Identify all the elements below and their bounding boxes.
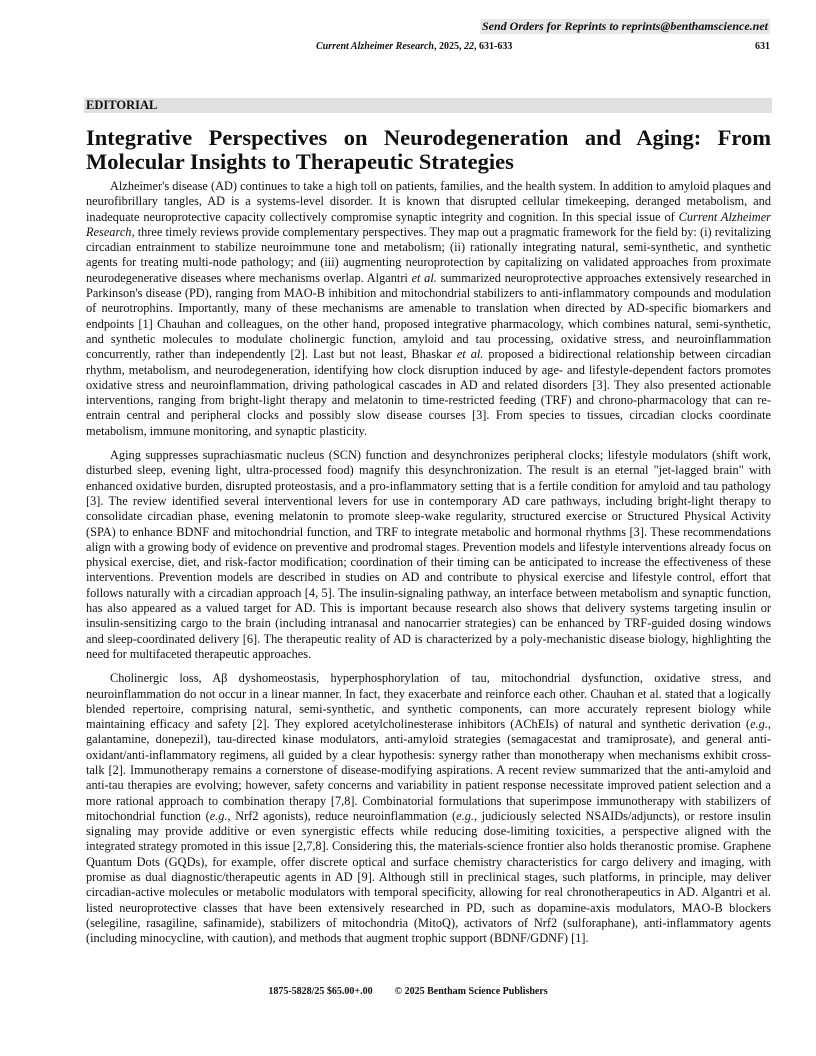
text-run: Nrf2 agonists), reduce neuroinflammation ( — [230, 808, 457, 823]
eg-italic: e.g., — [209, 808, 231, 823]
text-run: summarized neuroprotective approaches extensively researched in Parkinson's disease (PD), ranging from MAO-B inhibition and mitochondrial stabilizers to anti-inflammatory compounds and modulation of neurotrophins. Importantly, many of these mechanisms are amenable to translation when directed by AD-specific biomarkers and endpoints [1] Chauhan and colleagues, on the other hand, proposed integrative pharmacology, which combines natural, semi-synthetic, and synthetic molecules to modulate cholinergic function, amyloid and tau processing, oxidative stress, and neuroinflammation concurrently, rather than independently [2]. Last but not least, Bhaskar — [86, 270, 771, 362]
issn-price: 1875-5828/25 $65.00+.00 — [268, 986, 373, 997]
paragraph — [86, 179, 771, 439]
eg-italic: e.g., — [456, 808, 478, 823]
journal-citation — [316, 41, 512, 52]
reprint-notice: Send Orders for Reprints to reprints@benthamscience.net — [481, 19, 768, 33]
text-run: Alzheimer's disease (AD) continues to take a high toll on patients, families, and the health system. In addition to amyloid plaques and neurofibrillary tangles, AD is a systems-level disorder. It is known that disrupted cellular timekeeping, deranged metabolism, and inadequate neuroprotective capacity collectively compromise synaptic integrity and cognition. In this special issue of — [86, 179, 771, 224]
paragraph — [86, 671, 771, 946]
journal-volume: 22 — [463, 41, 474, 52]
text-run: judiciously selected NSAIDs/adjuncts), or restore insulin signaling may provide additive or even synergistic effects while reducing dose-limiting toxicities, a perspective aligned with the integrated strategy promoted in this issue [2,7,8]. Considering this, the materials-science frontier also holds theranostic promise. Graphene Quantum Dots (GQDs), for example, offer discrete optical and surface chemistry characteristics for cargo delivery and imaging, with promise as dual diagnostic/therapeutic agents in AD [9]. Although still in preclinical stages, such platforms, in principle, may deliver circadian-active molecules or metabolic modulators with temporal specificity, allowing for real chronotherapeutics in AD. Algantri et al. listed neuroprotective classes that have been extensively researched in PD, such as dopamine-axis modulators, MAO-B blockers (selegiline, rasagiline, safinamide), stabilizers of mitochondria (MitoQ), activators of Nrf2 (sulforaphane), anti-inflammatory agents (including minocycline, with caution), and methods that augment trophic support (BDNF/GDNF) [1]. — [86, 808, 771, 946]
copyright: © 2025 Bentham Science Publishers — [394, 986, 548, 997]
journal-pages: , 631-633 — [473, 41, 513, 52]
paragraph — [86, 448, 771, 662]
journal-year: , 2025, — [433, 41, 464, 52]
article-title: Integrative Perspectives on Neurodegeneration and Aging: From Molecular Insights to Therapeutic Strategies — [86, 125, 771, 174]
eg-italic: e.g., — [750, 717, 771, 732]
et-al-italic: et al. — [411, 270, 437, 285]
text-run: , three timely reviews provide complementary perspectives. They map out a pragmatic framework for the field by: (i) revitalizing circadian entrainment to stabilize neuroimmune tone and metabolism; (ii) rationally integrating natural, semi-synthetic, and synthetic agents for treating multi-node pathology; and (iii) augmenting neuroprotection by capitalizing on validated approaches from proximate neurodegenerative diseases where mechanisms overlap. Algantri — [86, 224, 771, 285]
article-body — [86, 179, 771, 956]
section-label: EDITORIAL — [84, 98, 772, 113]
et-al-italic: et al. — [456, 347, 484, 362]
journal-title-italic: Current Alzheimer Research — [86, 209, 771, 239]
journal-name: Current Alzheimer Research — [316, 41, 434, 52]
page-footer — [0, 986, 816, 997]
text-run: galantamine, donepezil), tau-directed kinase modulators, anti-amyloid strategies (semagacestat and tramiprosate), and general anti-oxidant/anti-inflammatory regimens, all guided by a clear hypothesis: synergy rather than monotherapy when mechanisms exhibit cross-talk [2]. Immunotherapy remains a cornerstone of disease-modifying aspirations. A recent review summarized that the anti-amyloid and anti-tau therapies are evolving; however, safety concerns and variability in patient response necessitate improved patient selection and a more rational approach to combination therapy [7,8]. Combinatorial formulations that superimpose immunotherapy with stabilizers of mitochondrial function ( — [86, 732, 771, 823]
page-number: 631 — [755, 41, 770, 52]
text-run: Aging suppresses suprachiasmatic nucleus (SCN) function and desynchronizes peripheral clocks; lifestyle modulators (shift work, disturbed sleep, evening light, ultra-processed food) magnify this desynchronization. The result is an eternal "jet-lagged brain" with enhanced oxidative burden, disrupted proteostasis, and a pro-inflammatory setting that is a fertile condition for amyloid and tau pathology [3]. The review identified several interventional levers for use in contemporary AD care pathways, including bright-light therapy to consolidate circadian phase, evening melatonin to promote sleep-wake regularity, structured exercise or Structured Physical Activity (SPA) to enhance BDNF and mitochondrial function, and TRF to integrate metabolic and hormonal rhythms [3]. These recommendations align with a growing body of evidence on preventive and prodromal stages. Prevention models and lifestyle interventions already focus on physical exercise, diet, and risk-factor modification; coordination of their timing can be anticipated to increase the effectiveness of these interventions. Prevention models are described in studies on AD and contribute to physical exercise and lifestyle control, effort that follows naturally with a circadian approach [4, 5]. The insulin-signaling pathway, an interface between metabolism and synaptic function, has also appeared as a valued target for AD. This is important because research also shows that delivery systems targeting insulin or insulin-sensitizing cargo to the brain (including intranasal and nanocarrier strategies) can be enhanced by TRF-guided dosing windows and sleep-coordinated delivery [6]. The therapeutic reality of AD is characterized by a poly-mechanistic disease biology, highlighting the need for multifaceted therapeutic approaches. — [86, 448, 771, 661]
text-run: Cholinergic loss, Aβ dyshomeostasis, hyperphosphorylation of tau, mitochondrial dysfunction, oxidative stress, and neuroinflammation do not occur in a linear manner. In fact, they exacerbate and reinforce each other. Chauhan et al. stated that a logically blended repertoire, comprising natural, semi-synthetic, and synthetic components, can more accurately represent biology while maintaining efficacy and safety [2]. They explored acetylcholinesterase inhibitors (AChEIs) of natural and synthetic derivation ( — [86, 671, 771, 732]
text-run: proposed a bidirectional relationship between circadian rhythm, metabolism, and neurodegeneration, identifying how clock disruption induced by age- and lifestyle-dependent factors promotes oxidative stress and neuroinflammation, driving pathological cascades in AD and related disorders [3]. They also presented actionable interventions, ranging from bright-light therapy and melatonin to time-restricted feeding (TRF) and chrono-pharmacology that can re-entrain central and peripheral clocks and possibly slow disease courses [3]. From species to tissues, circadian clocks coordinate metabolism, immune monitoring, and synaptic plasticity. — [86, 347, 771, 438]
